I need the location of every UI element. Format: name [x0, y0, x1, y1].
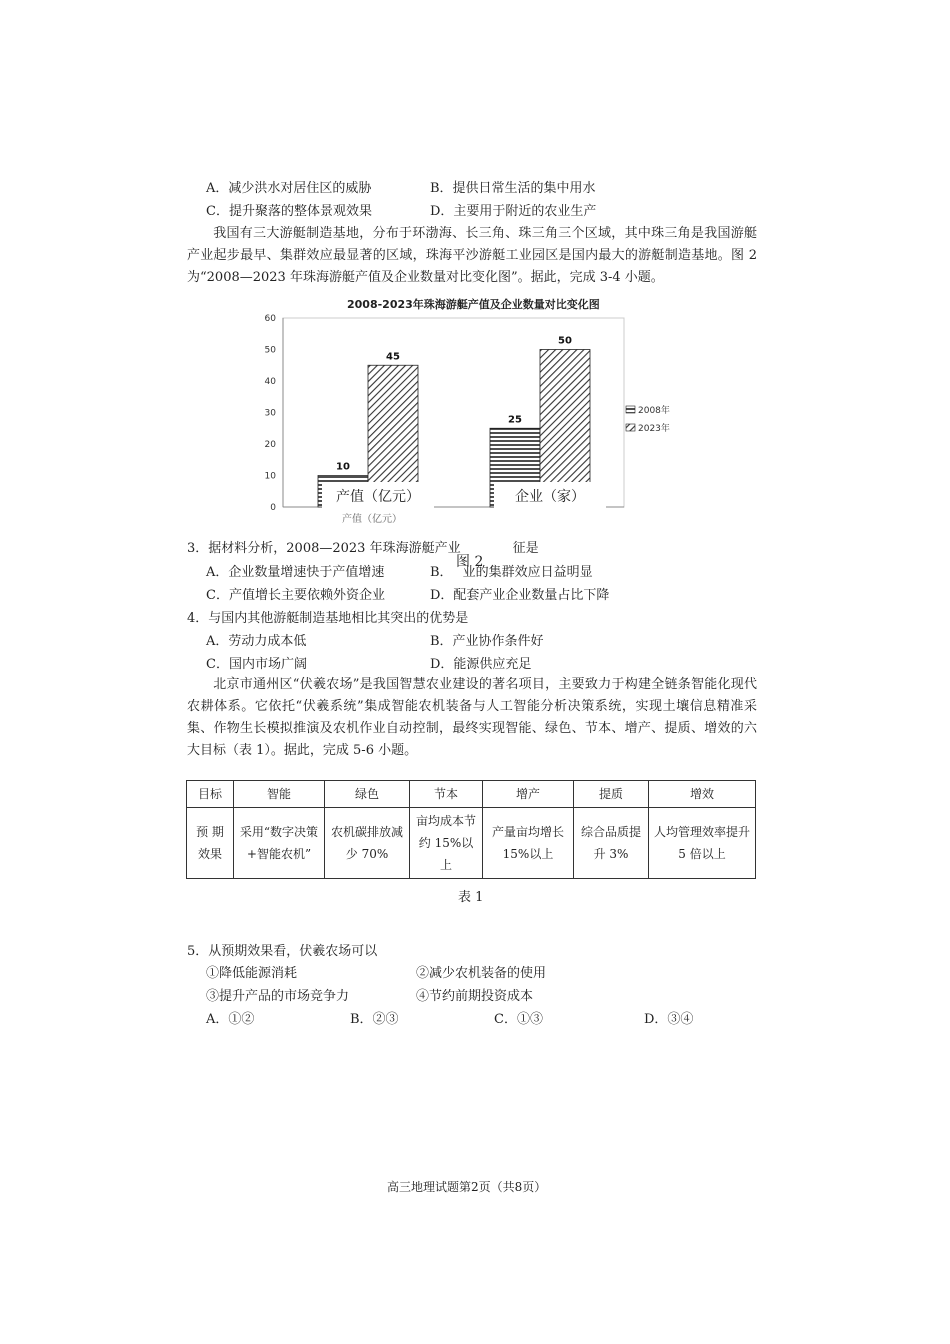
bar-chart — [250, 308, 680, 528]
y-tick-label: 60 — [264, 314, 276, 324]
category-label: 产值（亿元） — [336, 489, 420, 505]
q5-statement-1: ①降低能源消耗 — [206, 966, 298, 981]
y-tick-label: 20 — [264, 440, 276, 450]
legend-label: 2023年 — [638, 424, 670, 434]
table-header: 智能 — [234, 781, 325, 808]
y-tick-label: 40 — [264, 377, 276, 387]
q4-stem: 4．与国内其他游艇制造基地相比其突出的优势是 — [187, 611, 469, 626]
y-tick-label: 30 — [264, 408, 276, 419]
q4-option-a: A．劳动力成本低 — [206, 634, 307, 649]
q3-option-b: B． 业的集群效应日益明显 — [430, 565, 593, 580]
y-tick-label: 10 — [264, 471, 276, 482]
legend-swatch — [626, 406, 635, 413]
chart-title: 2008-2023年珠海游艇产值及企业数量对比变化图 — [347, 298, 600, 311]
table-cell: 产量亩均增长 15%以上 — [483, 808, 574, 879]
y-tick-label: 0 — [270, 503, 276, 513]
table-header: 节本 — [410, 781, 483, 808]
q3-option-d: D．配套产业企业数量占比下降 — [430, 588, 610, 603]
q2-option-b: B．提供日常生活的集中用水 — [430, 181, 596, 196]
table-header: 绿色 — [325, 781, 410, 808]
q2-option-d: D．主要用于附近的农业生产 — [430, 204, 597, 219]
q5-option-c: C．①③ — [494, 1012, 543, 1027]
table-header: 提质 — [574, 781, 649, 808]
table-row-label: 预 期 效果 — [187, 808, 234, 879]
q4-option-b: B．产业协作条件好 — [430, 634, 544, 649]
table-header: 增产 — [483, 781, 574, 808]
q5-statement-4: ④节约前期投资成本 — [416, 989, 534, 1004]
figure-caption: 图 2 — [456, 554, 484, 570]
table-caption: 表 1 — [458, 890, 484, 905]
q5-option-b: B．②③ — [350, 1012, 399, 1027]
table-cell: 人均管理效率提升 5 倍以上 — [649, 808, 756, 879]
table-header-row — [187, 781, 756, 808]
legend-swatch — [626, 424, 635, 431]
q3-option-c: C．产值增长主要依赖外资企业 — [206, 588, 385, 603]
intro-paragraph-farm: 北京市通州区“伏羲农场”是我国智慧农业建设的著名项目，主要致力于构建全链条智能化现代农耕体系。它依托“伏羲系统”集成智能农机装备与人工智能分析决策系统，实现土壤信息精准采集、作物生长模拟推演及农机作业自动控制，最终实现智能、绿色、节本、增产、提质、增效的六大目标（表 1）。据此，完成 5-6 小题。 — [187, 677, 757, 758]
table-header: 目标 — [187, 781, 234, 808]
q5-statement-3: ③提升产品的市场竞争力 — [206, 989, 350, 1004]
y-tick-label: 50 — [264, 345, 276, 356]
q5-stem: 5．从预期效果看，伏羲农场可以 — [187, 944, 378, 959]
data-label: 50 — [558, 335, 572, 347]
data-label: 25 — [508, 414, 522, 426]
q3-option-a: A．企业数量增速快于产值增速 — [206, 565, 385, 580]
q5-statement-2: ②减少农机装备的使用 — [416, 966, 547, 981]
table-header: 增效 — [649, 781, 756, 808]
category-label: 企业（家） — [515, 489, 585, 505]
legend-label: 2008年 — [638, 406, 670, 416]
q2-option-c: C．提升聚落的整体景观效果 — [206, 204, 372, 219]
q2-option-a: A．减少洪水对居住区的威胁 — [206, 181, 372, 196]
q5-option-a: A．①② — [206, 1012, 255, 1027]
page-footer: 高三地理试题第2页（共8页） — [387, 1180, 547, 1194]
q4-option-c: C．国内市场广阔 — [206, 657, 307, 672]
table-row — [187, 808, 756, 879]
table-cell: 采用“数字决策+智能农机” — [234, 808, 325, 879]
table-1 — [186, 780, 756, 879]
q3-stem: 3．据材料分析，2008—2023 年珠海游艇产业 征是 — [187, 541, 539, 556]
intro-paragraph-yacht: 我国有三大游艇制造基地，分布于环渤海、长三角、珠三角三个区域，其中珠三角是我国游艇产业起步最早、集群效应最显著的区域，珠海平沙游艇工业园区是国内最大的游艇制造基地。图 2 为“2008—2023 年珠海游艇产值及企业数量对比变化图”。据此，完成 3-4 小题。 — [187, 226, 757, 285]
chart-residual-label: 产值（亿元） — [342, 514, 402, 525]
table-cell: 亩均成本节约 15%以上 — [410, 808, 483, 879]
table-cell: 农机碳排放减少 70% — [325, 808, 410, 879]
q4-option-d: D．能源供应充足 — [430, 657, 532, 672]
table-cell: 综合品质提升 3% — [574, 808, 649, 879]
data-label: 45 — [386, 351, 400, 363]
data-label: 10 — [336, 461, 350, 473]
q5-option-d: D．③④ — [644, 1012, 694, 1027]
